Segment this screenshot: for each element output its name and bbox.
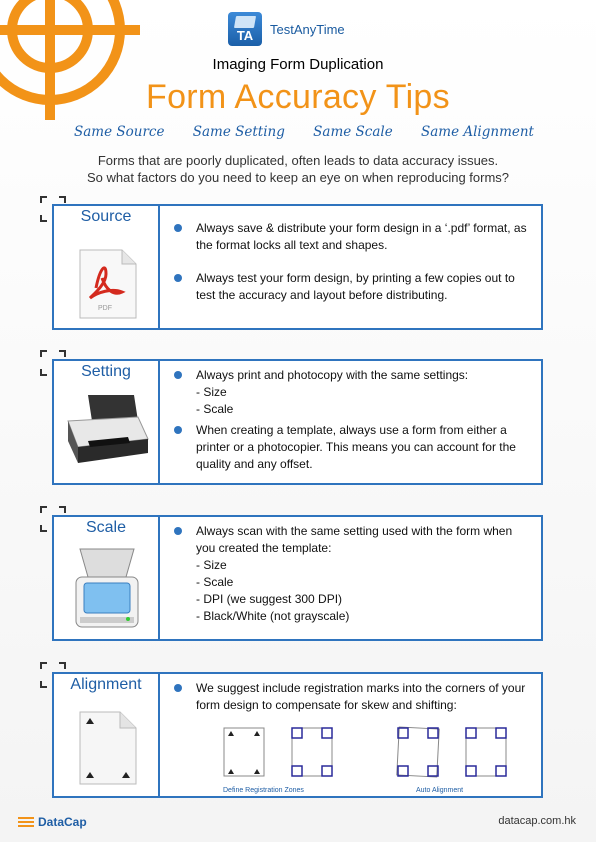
printer-icon: [58, 391, 154, 471]
pdf-file-icon: [78, 248, 138, 320]
sub-item: - Scale: [196, 402, 234, 416]
sub-item: - Scale: [196, 575, 234, 589]
testanytime-logo-icon: [228, 12, 262, 46]
section-content: [160, 206, 541, 328]
sub-item: - Size: [196, 558, 227, 572]
factors-row: [74, 124, 534, 140]
section-left: [54, 517, 160, 639]
bullet-item: [174, 367, 533, 418]
section-title: Alignment: [54, 676, 158, 694]
bullet-item: When creating a template, always use a form from either a printer or a photocopier. This means you can account for the quality and any offset.: [174, 422, 533, 473]
factor-scale: Same Scale: [313, 124, 393, 140]
section-source: [52, 204, 543, 330]
brand-name: TestAnyTime: [270, 21, 345, 37]
page-title: Form Accuracy Tips: [146, 78, 450, 116]
intro-text: [40, 152, 556, 186]
sub-item: - Size: [196, 385, 227, 399]
datacap-bars-icon: [18, 817, 34, 828]
bullet-item: Always save & distribute your form design in a ‘.pdf’ format, as the format locks all text and shapes.: [174, 220, 533, 254]
section-content: [160, 674, 541, 796]
section-left: [54, 206, 160, 328]
factor-source: Same Source: [74, 124, 165, 140]
factor-setting: Same Setting: [192, 124, 285, 140]
bullet-item: Always test your form design, by printing a few copies out to test the accuracy and layout before distributing.: [174, 270, 533, 304]
section-alignment: [52, 672, 543, 798]
bullet-text: Always print and photocopy with the same settings:: [196, 368, 469, 382]
footer-url: datacap.com.hk: [498, 815, 576, 827]
intro-line: Forms that are poorly duplicated, often leads to data accuracy issues.: [97, 153, 499, 168]
document-registration-icon: [78, 710, 138, 786]
section-setting: [52, 359, 543, 485]
section-title: Scale: [54, 519, 158, 537]
bullet-text: Always scan with the same setting used with the form when you created the template:: [196, 524, 513, 555]
section-scale: [52, 515, 543, 641]
registration-diagram: [208, 724, 568, 784]
section-left: [54, 674, 160, 796]
sub-item: - DPI (we suggest 300 DPI): [196, 592, 343, 606]
brand: [228, 12, 345, 46]
section-content: [160, 361, 541, 483]
scanner-icon: [72, 547, 142, 633]
section-title: Source: [54, 208, 158, 226]
pdf-label: PDF: [98, 305, 112, 312]
datacap-logo: [18, 815, 87, 829]
factor-alignment: Same Alignment: [420, 124, 534, 140]
datacap-logo-text: DataCap: [38, 815, 87, 829]
intro-line: So what factors do you need to keep an eye on when reproducing forms?: [86, 170, 510, 185]
section-content: [160, 517, 541, 639]
section-left: [54, 361, 160, 483]
bullet-item: We suggest include registration marks into the corners of your form design to compensate for skew and shifting:: [174, 680, 533, 714]
sub-item: - Black/White (not grayscale): [196, 609, 350, 623]
caption-auto-alignment: Auto Alignment: [416, 787, 464, 794]
section-title: Setting: [54, 363, 158, 381]
bullet-item: [174, 523, 533, 625]
caption-define-zones: Define Registration Zones: [223, 787, 304, 794]
page-subtitle: Imaging Form Duplication: [212, 56, 384, 73]
logo-text: TA: [236, 28, 254, 43]
